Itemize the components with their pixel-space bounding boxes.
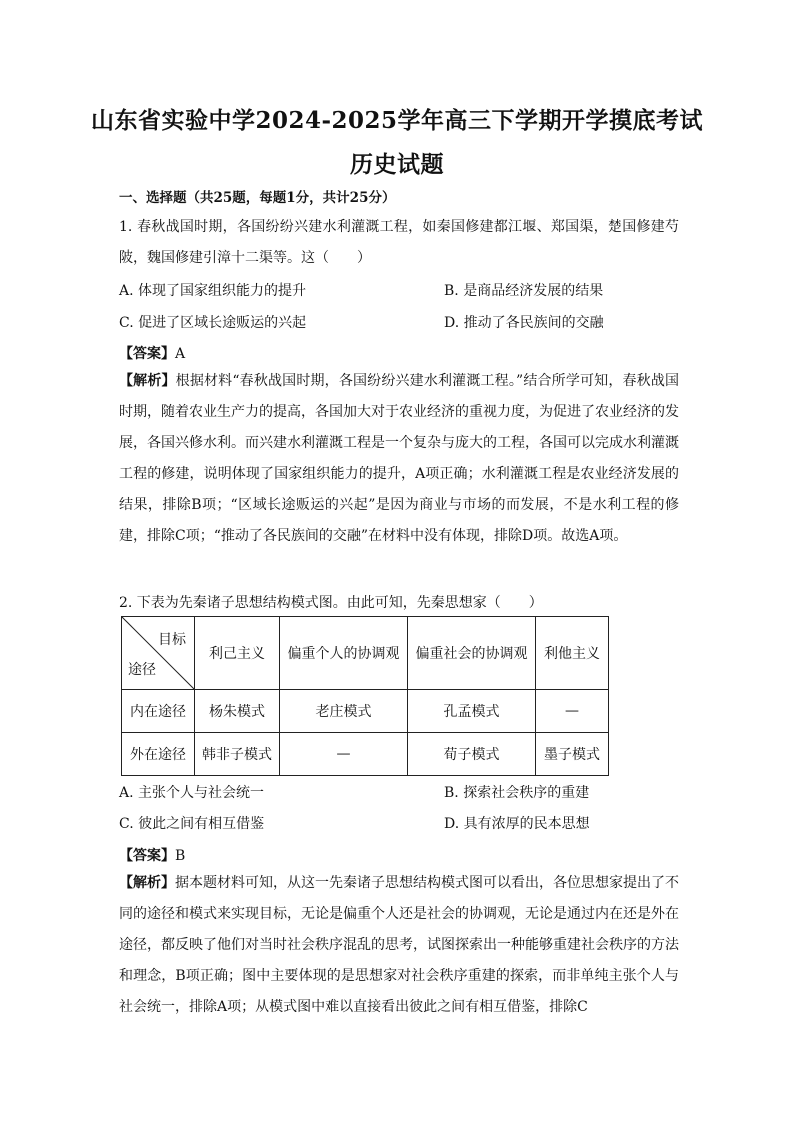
- table-cell: —: [536, 690, 609, 733]
- analysis-label: 【解析】: [119, 373, 176, 389]
- answer-value: A: [175, 346, 186, 362]
- q1-option-b: B. 是商品经济发展的结果: [444, 283, 604, 299]
- table-row-label: 外在途径: [122, 733, 195, 776]
- table-cell: 韩非子模式: [195, 733, 280, 776]
- table-header-cell: 偏重社会的协调观: [408, 617, 536, 690]
- answer-label: 【答案】: [119, 346, 175, 362]
- table-cell: 墨子模式: [536, 733, 609, 776]
- q2-option-d: D. 具有浓厚的民本思想: [444, 816, 590, 832]
- answer-label: 【答案】: [119, 848, 175, 864]
- table-cell: —: [280, 733, 408, 776]
- table-cell: 老庄模式: [280, 690, 408, 733]
- table-header-cell: 利己主义: [195, 617, 280, 690]
- corner-top-label: 目标: [158, 632, 186, 648]
- exam-subject-title: 历史试题: [350, 151, 444, 178]
- q2-analysis: [119, 868, 679, 1023]
- analysis-text: 根据材料“春秋战国时期，各国纷纷兴建水利灌溉工程。”结合所学可知，春秋战国时期，随着农业生产力的提高，各国加大对于农业经济的重视力度，为促进了农业经济的发展，各国兴修水利。而兴建水利灌溉工程是一个复杂与庞大的工程，各国可以完成水利灌溉工程的修建，说明体现了国家组织能力的提升，A项正确；水利灌溉工程是农业经济发展的结果，排除B项；“区域长途贩运的兴起”是因为商业与市场的而发展，不是水利工程的修建，排除C项；“推动了各民族间的交融”在材料中没有体现，排除D项。故选A项。: [119, 373, 680, 544]
- question-1-stem: 1. 春秋战国时期，各国纷纷兴建水利灌溉工程，如秦国修建都江堰、郑国渠，楚国修建芍陂，魏国修建引漳十二渠等。这（ ）: [119, 219, 679, 266]
- table-header-cell: 利他主义: [536, 617, 609, 690]
- table-cell: 杨朱模式: [195, 690, 280, 733]
- analysis-text: 据本题材料可知，从这一先秦诸子思想结构模式图可以看出，各位思想家提出了不同的途径和模式来实现目标，无论是偏重个人还是社会的协调观，无论是通过内在还是外在途径，都反映了他们对当时社会秩序混乱的思考，试图探索出一种能够重建社会秩序的方法和理念，B项正确；图中主要体现的是思想家对社会秩序重建的探索，而非单纯主张个人与社会统一，排除A项；从模式图中难以直接看出彼此之间有相互借鉴，排除C: [119, 875, 679, 1015]
- section-heading: 一、选择题（共25题，每题1分，共计25分）: [119, 190, 396, 206]
- table-header-row: [122, 617, 609, 690]
- q1-option-a: A. 体现了国家组织能力的提升: [119, 283, 307, 299]
- q1-answer: [119, 343, 185, 363]
- table-row: [122, 733, 609, 776]
- q1-analysis: [119, 366, 679, 552]
- thought-structure-table: [121, 616, 609, 776]
- exam-title: 山东省实验中学2024-2025学年高三下学期开学摸底考试: [90, 107, 704, 134]
- answer-value: B: [175, 848, 186, 864]
- q2-option-a: A. 主张个人与社会统一: [119, 785, 265, 801]
- table-cell: 孔孟模式: [408, 690, 536, 733]
- table-header-cell: 偏重个人的协调观: [280, 617, 408, 690]
- table-row-label: 内在途径: [122, 690, 195, 733]
- table-corner-cell: [122, 617, 195, 690]
- table-row: [122, 690, 609, 733]
- q2-answer: [119, 845, 185, 865]
- analysis-label: 【解析】: [119, 875, 175, 891]
- q1-option-d: D. 推动了各民族间的交融: [444, 315, 604, 331]
- table-cell: 荀子模式: [408, 733, 536, 776]
- q1-option-c: C. 促进了区域长途贩运的兴起: [119, 315, 307, 331]
- q2-option-b: B. 探索社会秩序的重建: [444, 785, 590, 801]
- question-2-stem: 2. 下表为先秦诸子思想结构模式图。由此可知，先秦思想家（ ）: [119, 595, 543, 611]
- q2-option-c: C. 彼此之间有相互借鉴: [119, 816, 265, 832]
- corner-bottom-label: 途径: [128, 662, 156, 678]
